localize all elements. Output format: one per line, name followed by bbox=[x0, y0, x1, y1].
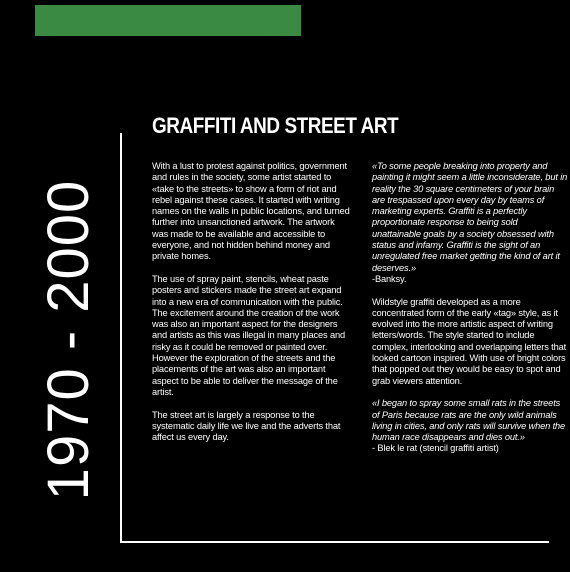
quote-blek-text: «I began to spray some small rats in the streets of Paris because rats are the only wild animals living in cities, and only rats will survive when the human race disappears and dies out.» bbox=[372, 398, 566, 443]
accent-bar bbox=[35, 5, 301, 36]
quote-blek-author: - Blek le rat (stencil graffiti artist) bbox=[372, 443, 499, 454]
paragraph-spray-paint: The use of spray paint, stencils, wheat paste posters and stickers made the street art expand into a new era of communication with the public. The excitement around the creation of the work was also an important aspect for the designers and artists as this was illegal in many places and risky as it could be removed or painted over. However the exploration of the streets and the placements of the art was also an important aspect to be able to deliver the message of the artist. bbox=[152, 273, 346, 397]
vertical-rule bbox=[120, 133, 122, 543]
quote-banksy-author: -Banksy. bbox=[372, 273, 407, 284]
page-title: GRAFFITI AND STREET ART bbox=[152, 113, 399, 138]
paragraph-response: The street art is largely a response to the systematic daily life we live and the adverts that affect us every day. bbox=[152, 409, 341, 443]
year-range: 1970 - 2000 bbox=[36, 179, 101, 501]
paragraph-protest: With a lust to protest against politics, government and rules in the society, some artist started to «take to the streets» to show a form of riot and rebel against these cases. It started with writing names on the walls in public locations, and turned further into unsanctioned artwork. The artwork was made to be available and accessible to everyone, and not hidden behind money and private homes. bbox=[152, 161, 350, 262]
left-column bbox=[152, 161, 350, 455]
quote-banksy-text: «To some people breaking into property and painting it might seem a little inconsiderate, but in reality the 30 square centimeters of your brain are trespassed upon every day by teams of marketing experts. Graffiti is a perfectly proportionate response to being sold unattainable goals by a society obsessed with status and infamy. Graffiti is the sight of an unregulated free market getting the kind of art it deserves.» bbox=[372, 161, 568, 273]
right-column bbox=[372, 161, 568, 466]
horizontal-rule bbox=[120, 541, 549, 543]
quote-blek bbox=[372, 398, 568, 454]
paragraph-wildstyle: Wildstyle graffiti developed as a more concentrated form of the early «tag» style, as it evolved into the more artistic aspect of writing letters/words. The style started to include complex, interlocking and overlapping letters that looked cartoon inspired. With use of bright colors that popped out they would be easy to spot and grab viewers attention. bbox=[372, 296, 567, 386]
quote-banksy bbox=[372, 161, 568, 285]
